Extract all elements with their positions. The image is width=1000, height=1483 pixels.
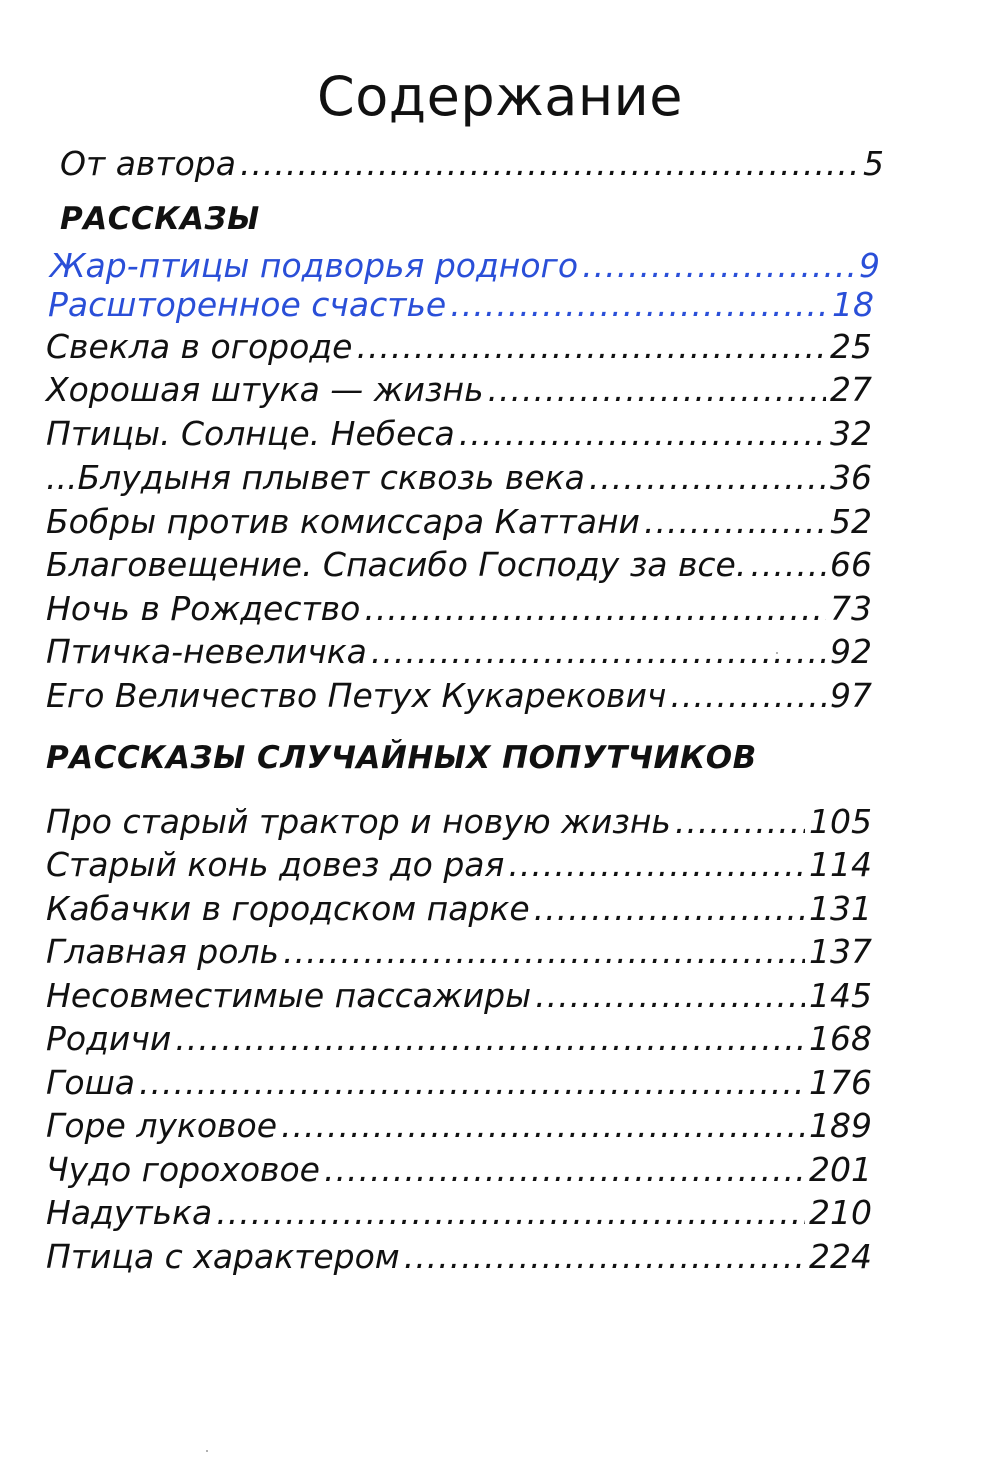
toc-entry-page: 25 — [830, 327, 872, 366]
toc-entry-title: Бобры против комиссара Каттани — [46, 502, 640, 541]
leader-dots — [582, 244, 855, 288]
toc-entry-title: Гоша — [46, 1063, 135, 1102]
scan-speck — [206, 1450, 208, 1452]
toc-entry-page: 210 — [809, 1193, 872, 1232]
toc-entry[interactable] — [46, 1017, 872, 1061]
toc-entry-title: Родичи — [46, 1019, 172, 1058]
toc-entry-page: 105 — [809, 802, 872, 841]
toc-entry-page: 176 — [809, 1063, 872, 1102]
toc-entry[interactable] — [46, 456, 872, 500]
leader-dots — [670, 674, 826, 718]
toc-entry-title: Свекла в огороде — [46, 327, 353, 366]
toc-entry-page: 73 — [830, 589, 872, 628]
section-heading-stories: РАССКАЗЫ — [60, 201, 260, 237]
toc-entry-page: 27 — [830, 370, 872, 409]
toc-entry[interactable] — [46, 1104, 872, 1148]
toc-entry[interactable] — [46, 1191, 872, 1235]
toc-entry-title: Старый конь довез до рая — [46, 845, 505, 884]
leader-dots — [675, 800, 805, 844]
toc-entry[interactable] — [46, 1235, 872, 1279]
toc-entry[interactable] — [48, 283, 874, 327]
toc-entry-page: 131 — [809, 889, 872, 928]
leader-dots — [175, 1017, 805, 1061]
toc-entry[interactable] — [46, 974, 872, 1018]
toc-entry-page: 189 — [809, 1106, 872, 1145]
toc-entry-page: 52 — [830, 502, 872, 541]
toc-entry[interactable] — [46, 500, 872, 544]
toc-entry[interactable] — [46, 587, 872, 631]
leader-dots — [589, 456, 826, 500]
toc-entry-title: Расшторенное счастье — [48, 285, 447, 324]
toc-entry[interactable] — [46, 800, 872, 844]
toc-entry-title: Птица с характером — [46, 1237, 400, 1276]
toc-entry-title: От автора — [60, 144, 236, 183]
toc-entry-page: 224 — [809, 1237, 872, 1276]
toc-entry-page: 32 — [830, 414, 872, 453]
toc-entry[interactable] — [46, 887, 872, 931]
toc-entry-page: 97 — [830, 676, 872, 715]
toc-entry[interactable] — [46, 543, 872, 587]
toc-entry[interactable] — [46, 674, 872, 718]
scan-speck — [776, 652, 778, 654]
leader-dots — [508, 843, 805, 887]
leader-dots — [450, 283, 828, 327]
toc-entry[interactable] — [46, 368, 872, 412]
leader-dots — [364, 587, 826, 631]
toc-entry-title: Кабачки в городском парке — [46, 889, 530, 928]
leader-dots — [404, 1235, 805, 1279]
toc-entry-title: Птичка-невеличка — [46, 632, 367, 671]
toc-entry-page: 114 — [809, 845, 872, 884]
toc-entry-page: 5 — [863, 144, 884, 183]
toc-entry[interactable] — [46, 412, 872, 456]
leader-dots — [281, 1104, 805, 1148]
toc-entry-title: Его Величество Петух Кукарекович — [46, 676, 667, 715]
toc-entry-title: Надутька — [46, 1193, 213, 1232]
leader-dots — [240, 142, 859, 186]
toc-entry-page: 201 — [809, 1150, 872, 1189]
toc-entry-page: 66 — [830, 545, 872, 584]
leader-dots — [750, 543, 826, 587]
toc-entry-title: Чудо гороховое — [46, 1150, 320, 1189]
toc-entry-title: Главная роль — [46, 932, 279, 971]
toc-entry-title: Птицы. Солнце. Небеса — [46, 414, 455, 453]
toc-entry-page: 137 — [809, 932, 872, 971]
leader-dots — [324, 1148, 805, 1192]
toc-entry-page: 18 — [832, 285, 874, 324]
leader-dots — [139, 1061, 805, 1105]
leader-dots — [216, 1191, 805, 1235]
leader-dots — [534, 887, 805, 931]
leader-dots — [283, 930, 805, 974]
toc-entry-title: Ночь в Рождество — [46, 589, 361, 628]
toc-entry-page: 36 — [830, 458, 872, 497]
toc-entry[interactable] — [50, 244, 880, 288]
toc-entry[interactable] — [46, 630, 872, 674]
toc-entry[interactable] — [46, 1061, 872, 1105]
leader-dots — [356, 325, 826, 369]
toc-entry-title: Хорошая штука — жизнь — [46, 370, 484, 409]
toc-entry-page: 92 — [830, 632, 872, 671]
leader-dots — [535, 974, 805, 1018]
toc-entry-page: 9 — [859, 246, 880, 285]
toc-entry[interactable] — [46, 1148, 872, 1192]
toc-entry-page: 145 — [809, 976, 872, 1015]
leader-dots — [371, 630, 826, 674]
toc-entry-intro[interactable] — [60, 142, 884, 186]
toc-entry-page: 168 — [809, 1019, 872, 1058]
toc-entry[interactable] — [46, 843, 872, 887]
toc-entry-title: Про старый трактор и новую жизнь — [46, 802, 671, 841]
page-title: Содержание — [317, 65, 683, 128]
toc-entry-title: Жар-птицы подворья родного — [50, 246, 579, 285]
leader-dots — [488, 368, 826, 412]
toc-entry[interactable] — [46, 930, 872, 974]
toc-entry-title: Несовместимые пассажиры — [46, 976, 532, 1015]
leader-dots — [459, 412, 826, 456]
toc-entry-title: Горе луковое — [46, 1106, 277, 1145]
leader-dots — [644, 500, 826, 544]
toc-entry-title: Благовещение. Спасибо Господу за все. — [46, 545, 747, 584]
toc-entry[interactable] — [46, 325, 872, 369]
toc-entry-title: ...Блудыня плывет сквозь века — [46, 458, 585, 497]
section-heading-fellow-travelers: РАССКАЗЫ СЛУЧАЙНЫХ ПОПУТЧИКОВ — [46, 740, 757, 776]
